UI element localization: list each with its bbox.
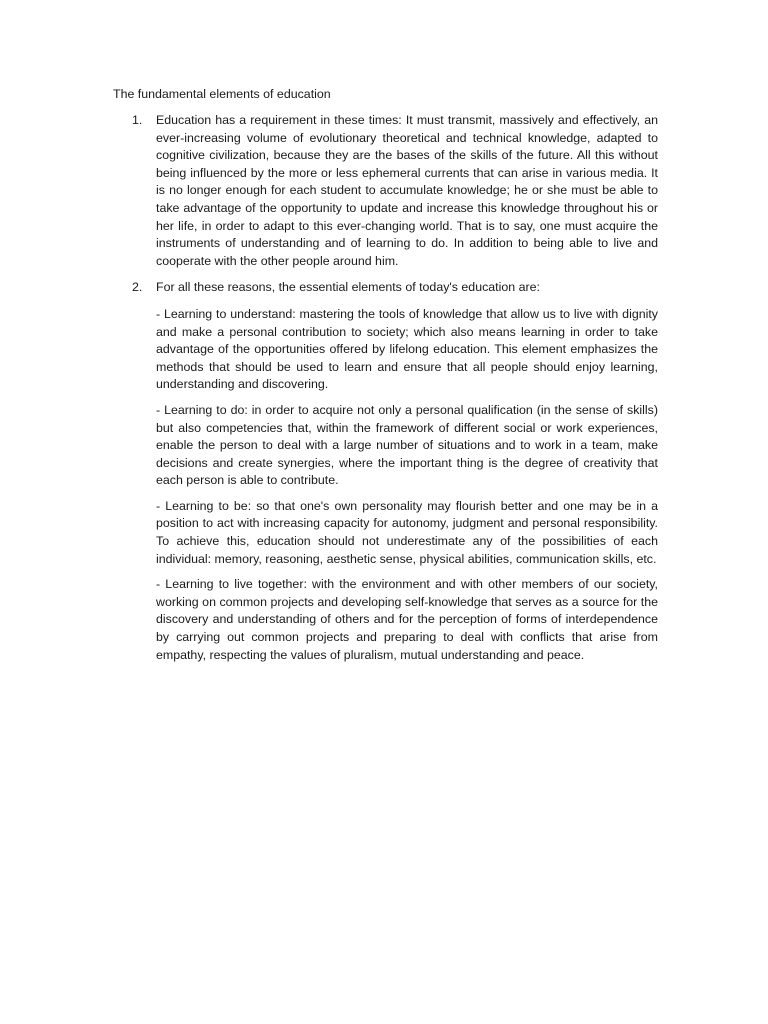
- document-title: The fundamental elements of education: [113, 87, 331, 101]
- sub-paragraph-learning-to-do: - Learning to do: in order to acquire not only a personal qualification (in the sense of skills) but also competencies that, within the framework of different social or work experiences, enable the person to deal with a large number of situations and to work in a team, make decisions and create synergies, where the important thing is the degree of creativity that each person is able to contribute.: [156, 402, 658, 488]
- list-item: [132, 112, 658, 270]
- list-item-text: For all these reasons, the essential elements of today's education are:: [156, 280, 540, 295]
- list-item-text: Education has a requirement in these times: It must transmit, massively and effectively, an ever-increasing volume of evolutionary theoretical and technical knowledge, adapted to cognitive civilization, because they are the bases of the skills of the future. All this without being influenced by the more or less ephemeral currents that can arise in various media. It is no longer enough for each student to accumulate knowledge; he or she must be able to take advantage of the opportunity to update and increase this knowledge throughout his or her life, in order to adapt to this ever-changing world. That is to say, one must acquire the instruments of understanding and of learning to do. In addition to being able to live and cooperate with the other people around him.: [156, 113, 658, 268]
- list-item: [132, 279, 658, 664]
- sub-paragraph-learning-to-live-together: - Learning to live together: with the environment and with other members of our society, working on common projects and developing self-knowledge that serves as a source for the discovery and understanding of others and for the perception of forms of interdependence by carrying out common projects and preparing to deal with conflicts that arise from empathy, respecting the values of pluralism, mutual understanding and peace.: [156, 577, 658, 662]
- sub-paragraph-learning-to-understand: - Learning to understand: mastering the tools of knowledge that allow us to live with dignity and make a personal contribution to society; which also means learning in order to take advantage of the opportunities offered by lifelong education. This element emphasizes the methods that should be used to learn and ensure that all people should enjoy learning, understanding and discovering.: [156, 306, 658, 392]
- numbered-list: [132, 112, 658, 673]
- sub-paragraph-learning-to-be: - Learning to be: so that one's own personality may flourish better and one may be in a position to act with increasing capacity for autonomy, judgment and personal responsibility. To achieve this, education should not underestimate any of the possibilities of each individual: memory, reasoning, aesthetic sense, physical abilities, communication skills, etc.: [156, 498, 658, 566]
- list-item-number: 1.: [132, 113, 143, 127]
- list-item-number: 2.: [132, 280, 143, 295]
